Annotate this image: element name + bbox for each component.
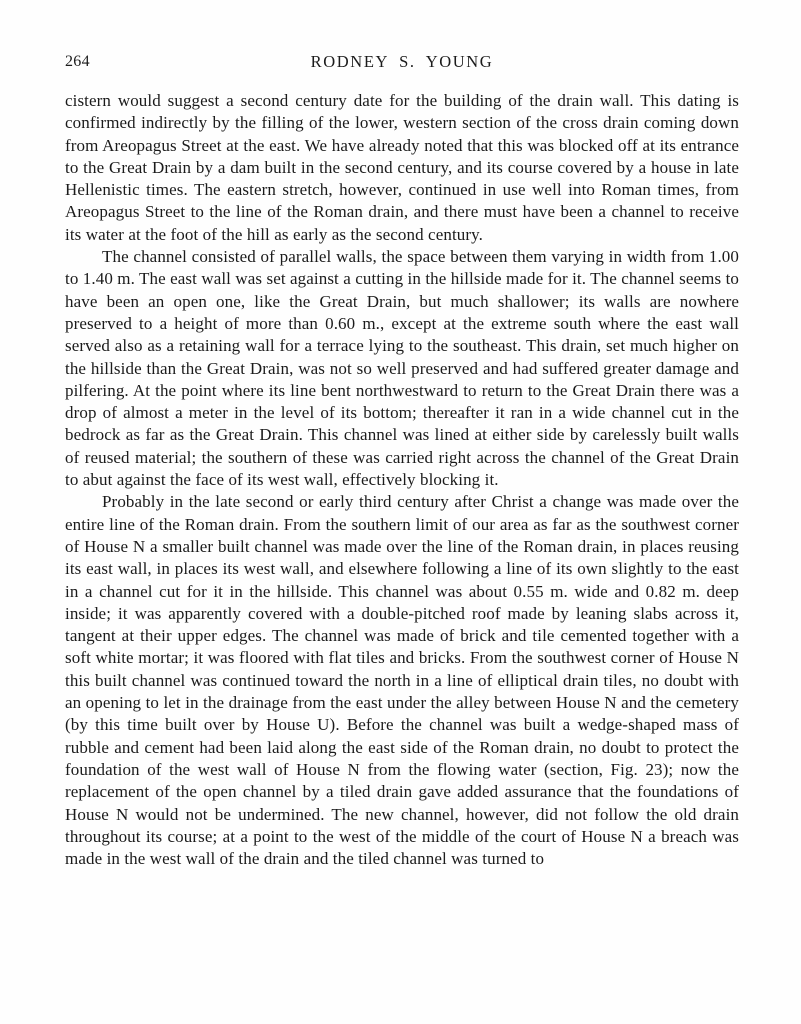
paragraph: The channel consisted of parallel walls, the space between them varying in width from 1.00 to 1.40 m. The east wall was set against a cutting in the hillside made for it. The channel seems to have been an open one, like the Great Drain, but much shallower; its walls are nowhere preserved to a height of more than 0.60 m., except at the extreme south where the east wall served also as a retaining wall for a terrace lying to the southeast. This drain, set much higher on the hillside than the Great Drain, was not so well preserved and had suffered greater damage and pilfering. At the point where its line bent northwestward to return to the Great Drain there was a drop of almost a meter in the level of its bottom; thereafter it ran in a wide channel cut in the bedrock as far as the Great Drain. This channel was lined at either side by carelessly built walls of reused material; the southern of these was carried right across the channel of the Great Drain to abut against the face of its west wall, effectively blocking it. [65,247,739,490]
paragraph: Probably in the late second or early third century after Christ a change was made over the entire line of the Roman drain. From the southern limit of our area as far as the southwest corner of House N a smaller built channel was made over the line of the Roman drain, in places reusing its east wall, in places its west wall, and elsewhere following a line of its own slightly to the east in a channel cut for it in the hillside. This channel was about 0.55 m. wide and 0.82 m. deep inside; it was apparently covered with a double-pitched roof made by leaning slabs across it, tangent at their upper edges. The channel was made of brick and tile cemented together with a soft white mortar; it was floored with flat tiles and bricks. From the southwest corner of House N this built channel was continued toward the north in a line of elliptical drain tiles, no doubt with an opening to let in the drainage from the east under the alley between House N and the cemetery (by this time built over by House U). Before the channel was built a wedge-shaped mass of rubble and cement had been laid along the east side of the Roman drain, no doubt to protect the foundation of the west wall of House N from the flowing water (section, Fig. 23); now the replacement of the open channel by a tiled drain gave added assurance that the foundations of House N would not be undermined. The new channel, however, did not follow the old drain throughout its course; at a point to the west of the middle of the court of House N a breach was made in the west wall of the drain and the tiled channel was turned to [65,492,739,869]
body-text [65,90,739,870]
page-number: 264 [65,53,90,70]
page-header [65,52,739,74]
running-head: RODNEY S. YOUNG [310,52,494,71]
paragraph-continuation: cistern would suggest a second century date for the building of the drain wall. This dating is confirmed indirectly by the filling of the lower, western section of the cross drain coming down from Areopagus Street at the east. We have already noted that this was blocked off at its entrance to the Great Drain by a dam built in the second century, and its course covered by a house in late Hellenistic times. The eastern stretch, however, continued in use well into Roman times, from Areopagus Street to the line of the Roman drain, and there must have been a channel to receive its water at the foot of the hill as early as the second century. [65,91,739,244]
